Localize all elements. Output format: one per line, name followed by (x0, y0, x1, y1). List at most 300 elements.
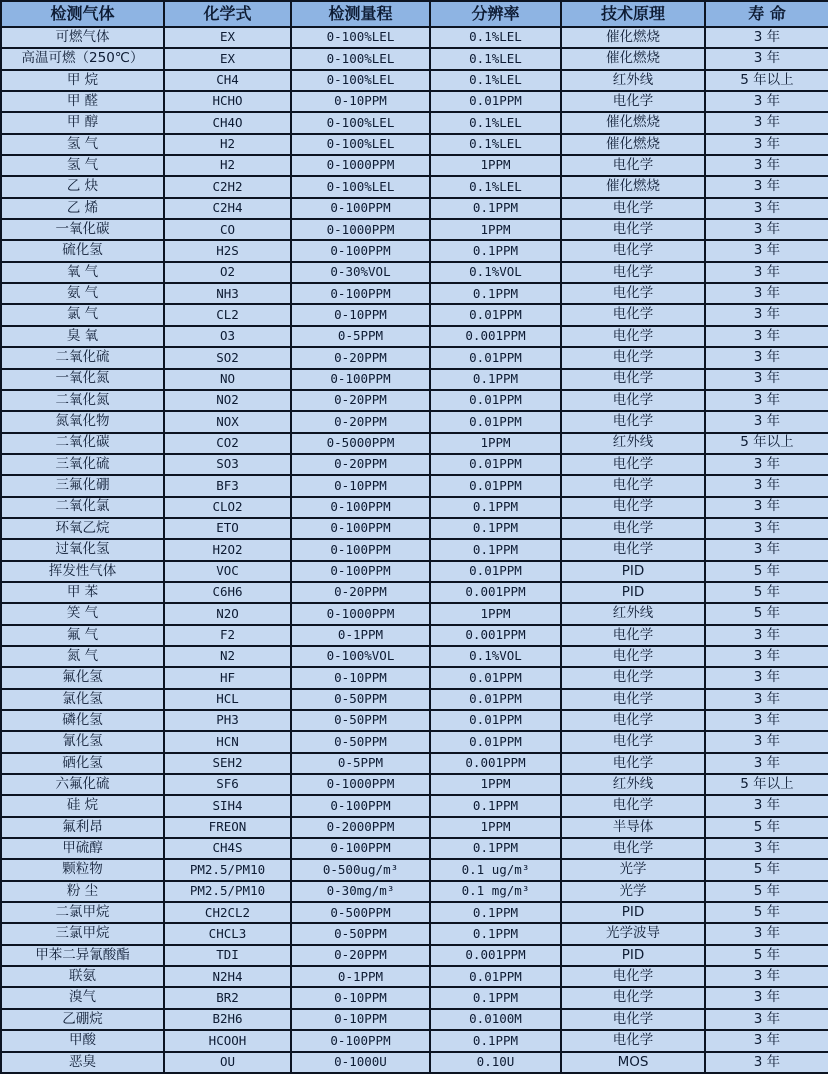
table-cell: 0.1%LEL (430, 70, 561, 91)
table-cell: 电化学 (561, 219, 705, 240)
table-cell: 3 年 (705, 710, 828, 731)
table-cell: 3 年 (705, 283, 828, 304)
table-row (1, 561, 828, 582)
table-cell: 3 年 (705, 347, 828, 368)
table-row (1, 603, 828, 624)
table-cell: 恶臭 (1, 1052, 164, 1074)
table-cell: 硅 烷 (1, 795, 164, 816)
table-row (1, 625, 828, 646)
table-cell: PID (561, 945, 705, 966)
table-cell: 0-30mg/m³ (291, 881, 430, 902)
table-cell: 0.001PPM (430, 582, 561, 603)
table-cell: 0-20PPM (291, 411, 430, 432)
table-cell: 电化学 (561, 390, 705, 411)
table-cell: 0-10PPM (291, 1009, 430, 1030)
table-cell: 0.01PPM (430, 304, 561, 325)
table-cell: 0.1%LEL (430, 134, 561, 155)
table-cell: 0.1%VOL (430, 262, 561, 283)
table-cell: HF (164, 667, 291, 688)
table-cell: 0.1%LEL (430, 27, 561, 48)
table-cell: CO (164, 219, 291, 240)
table-cell: 光学波导 (561, 923, 705, 944)
table-cell: CL2 (164, 304, 291, 325)
table-cell: 0-20PPM (291, 945, 430, 966)
table-cell: 0-50PPM (291, 710, 430, 731)
table-cell: 3 年 (705, 475, 828, 496)
table-cell: CH4S (164, 838, 291, 859)
table-row (1, 689, 828, 710)
table-cell: 5 年 (705, 859, 828, 880)
table-cell: 0-100PPM (291, 240, 430, 261)
table-cell: 0-5000PPM (291, 433, 430, 454)
table-row (1, 795, 828, 816)
table-cell: 0.1%LEL (430, 112, 561, 133)
table-cell: 二氧化碳 (1, 433, 164, 454)
table-cell: MOS (561, 1052, 705, 1074)
table-cell: C6H6 (164, 582, 291, 603)
table-row (1, 1052, 828, 1074)
table-cell: 磷化氢 (1, 710, 164, 731)
table-cell: OU (164, 1052, 291, 1074)
table-cell: NO (164, 369, 291, 390)
table-cell: 0.10U (430, 1052, 561, 1074)
table-cell: 电化学 (561, 667, 705, 688)
table-row (1, 198, 828, 219)
table-cell: 0.01PPM (430, 689, 561, 710)
table-row (1, 539, 828, 560)
table-cell: 0-10PPM (291, 475, 430, 496)
table-row (1, 1009, 828, 1030)
table-row (1, 902, 828, 923)
table-cell: 二氧化氮 (1, 390, 164, 411)
table-row (1, 817, 828, 838)
table-row (1, 710, 828, 731)
table-cell: 3 年 (705, 497, 828, 518)
table-cell: 0.01PPM (430, 91, 561, 112)
table-cell: 电化学 (561, 347, 705, 368)
table-cell: 氢 气 (1, 155, 164, 176)
table-cell: 三氧化硫 (1, 454, 164, 475)
table-cell: NO2 (164, 390, 291, 411)
table-cell: 0-1000PPM (291, 603, 430, 624)
table-cell: 3 年 (705, 1009, 828, 1030)
table-cell: 电化学 (561, 283, 705, 304)
table-cell: 红外线 (561, 70, 705, 91)
table-cell: 电化学 (561, 625, 705, 646)
column-header: 寿 命 (705, 1, 828, 27)
table-cell: 3 年 (705, 1030, 828, 1051)
table-cell: TDI (164, 945, 291, 966)
table-cell: 溴气 (1, 987, 164, 1008)
table-cell: NOX (164, 411, 291, 432)
table-row (1, 923, 828, 944)
table-cell: 0.01PPM (430, 710, 561, 731)
table-cell: 3 年 (705, 48, 828, 69)
table-row (1, 646, 828, 667)
table-cell: 甲硫醇 (1, 838, 164, 859)
table-cell: 5 年以上 (705, 774, 828, 795)
table-cell: FREON (164, 817, 291, 838)
table-cell: 0-100PPM (291, 795, 430, 816)
column-header: 技术原理 (561, 1, 705, 27)
table-row (1, 369, 828, 390)
table-cell: 三氟化硼 (1, 475, 164, 496)
table-cell: PM2.5/PM10 (164, 859, 291, 880)
table-cell: 0.01PPM (430, 347, 561, 368)
table-cell: 催化燃烧 (561, 112, 705, 133)
table-cell: 5 年 (705, 603, 828, 624)
table-cell: 0.0100M (430, 1009, 561, 1030)
table-cell: CH4O (164, 112, 291, 133)
table-cell: H2 (164, 155, 291, 176)
table-cell: 高温可燃（250℃） (1, 48, 164, 69)
table-cell: 0-1000PPM (291, 155, 430, 176)
table-cell: 粉 尘 (1, 881, 164, 902)
table-cell: 0-1000PPM (291, 774, 430, 795)
table-cell: 0-30%VOL (291, 262, 430, 283)
table-cell: 氯 气 (1, 304, 164, 325)
table-cell: 0.1PPM (430, 1030, 561, 1051)
table-cell: 1PPM (430, 155, 561, 176)
table-cell: 0-100PPM (291, 198, 430, 219)
table-cell: 0-100PPM (291, 369, 430, 390)
table-cell: 0.1PPM (430, 923, 561, 944)
table-cell: 电化学 (561, 689, 705, 710)
table-row (1, 518, 828, 539)
table-cell: 环氧乙烷 (1, 518, 164, 539)
table-row (1, 262, 828, 283)
table-cell: 3 年 (705, 795, 828, 816)
table-cell: 0-20PPM (291, 454, 430, 475)
table-cell: 0.1 mg/m³ (430, 881, 561, 902)
table-cell: 催化燃烧 (561, 176, 705, 197)
table-cell: 3 年 (705, 667, 828, 688)
table-cell: 氟 气 (1, 625, 164, 646)
table-cell: 3 年 (705, 27, 828, 48)
table-cell: SEH2 (164, 753, 291, 774)
table-cell: 1PPM (430, 219, 561, 240)
table-cell: 氯化氢 (1, 689, 164, 710)
table-cell: 0.1PPM (430, 987, 561, 1008)
table-row (1, 966, 828, 987)
table-row (1, 881, 828, 902)
table-cell: 0-5PPM (291, 326, 430, 347)
table-cell: 硒化氢 (1, 753, 164, 774)
table-cell: 六氟化硫 (1, 774, 164, 795)
table-cell: 5 年以上 (705, 70, 828, 91)
table-cell: 电化学 (561, 753, 705, 774)
table-cell: 0-20PPM (291, 347, 430, 368)
column-header: 化学式 (164, 1, 291, 27)
table-row (1, 48, 828, 69)
table-cell: 甲酸 (1, 1030, 164, 1051)
table-cell: 臭 氧 (1, 326, 164, 347)
table-cell: 3 年 (705, 987, 828, 1008)
table-cell: 0-50PPM (291, 923, 430, 944)
table-cell: 3 年 (705, 262, 828, 283)
table-cell: 电化学 (561, 1009, 705, 1030)
table-cell: 0-100%VOL (291, 646, 430, 667)
table-cell: 3 年 (705, 454, 828, 475)
table-cell: 3 年 (705, 646, 828, 667)
table-row (1, 304, 828, 325)
table-row (1, 176, 828, 197)
table-cell: 3 年 (705, 966, 828, 987)
table-cell: BR2 (164, 987, 291, 1008)
table-cell: O3 (164, 326, 291, 347)
table-cell: 乙 炔 (1, 176, 164, 197)
table-row (1, 731, 828, 752)
table-cell: PM2.5/PM10 (164, 881, 291, 902)
table-cell: H2O2 (164, 539, 291, 560)
table-cell: 0-10PPM (291, 91, 430, 112)
table-cell: 3 年 (705, 198, 828, 219)
table-cell: 电化学 (561, 262, 705, 283)
table-cell: SO2 (164, 347, 291, 368)
table-cell: 3 年 (705, 112, 828, 133)
table-cell: 3 年 (705, 369, 828, 390)
table-cell: 5 年 (705, 881, 828, 902)
table-cell: 甲 苯 (1, 582, 164, 603)
table-cell: 一氧化氮 (1, 369, 164, 390)
table-cell: 笑 气 (1, 603, 164, 624)
table-cell: 0.001PPM (430, 326, 561, 347)
table-row (1, 240, 828, 261)
table-cell: 0-100PPM (291, 539, 430, 560)
table-cell: 甲 醇 (1, 112, 164, 133)
column-header: 检测气体 (1, 1, 164, 27)
table-cell: 0.1PPM (430, 795, 561, 816)
table-cell: 乙 烯 (1, 198, 164, 219)
table-cell: 电化学 (561, 497, 705, 518)
table-row (1, 987, 828, 1008)
table-cell: 电化学 (561, 304, 705, 325)
table-cell: 电化学 (561, 475, 705, 496)
table-cell: 过氧化氢 (1, 539, 164, 560)
table-row (1, 411, 828, 432)
table-cell: 0.1%LEL (430, 176, 561, 197)
table-cell: 0.01PPM (430, 454, 561, 475)
table-row (1, 155, 828, 176)
table-cell: 0.001PPM (430, 945, 561, 966)
table-cell: 3 年 (705, 753, 828, 774)
table-cell: 电化学 (561, 1030, 705, 1051)
table-cell: 0-5PPM (291, 753, 430, 774)
table-cell: 光学 (561, 859, 705, 880)
column-header: 检测量程 (291, 1, 430, 27)
header-row (1, 1, 828, 27)
table-cell: 颗粒物 (1, 859, 164, 880)
table-row (1, 326, 828, 347)
table-cell: H2 (164, 134, 291, 155)
table-cell: SO3 (164, 454, 291, 475)
table-cell: 3 年 (705, 219, 828, 240)
table-cell: 电化学 (561, 731, 705, 752)
table-cell: PID (561, 561, 705, 582)
table-cell: 3 年 (705, 838, 828, 859)
table-cell: F2 (164, 625, 291, 646)
table-cell: 电化学 (561, 240, 705, 261)
table-cell: H2S (164, 240, 291, 261)
table-row (1, 945, 828, 966)
table-cell: 0.1PPM (430, 497, 561, 518)
table-cell: 半导体 (561, 817, 705, 838)
table-cell: 电化学 (561, 91, 705, 112)
table-cell: 0.01PPM (430, 966, 561, 987)
table-cell: 0-100PPM (291, 518, 430, 539)
table-row (1, 475, 828, 496)
table-cell: 0-100%LEL (291, 27, 430, 48)
table-cell: 0.1 ug/m³ (430, 859, 561, 880)
table-cell: 二氧化硫 (1, 347, 164, 368)
table-cell: 0-100%LEL (291, 112, 430, 133)
table-cell: HCOOH (164, 1030, 291, 1051)
table-cell: HCHO (164, 91, 291, 112)
table-cell: 1PPM (430, 603, 561, 624)
table-cell: 3 年 (705, 923, 828, 944)
table-cell: 0.1%VOL (430, 646, 561, 667)
table-cell: 0.1PPM (430, 198, 561, 219)
table-body (1, 27, 828, 1073)
table-row (1, 582, 828, 603)
table-cell: NH3 (164, 283, 291, 304)
table-row (1, 838, 828, 859)
table-cell: 0.01PPM (430, 411, 561, 432)
table-cell: 0.1PPM (430, 539, 561, 560)
table-cell: 氰化氢 (1, 731, 164, 752)
table-row (1, 134, 828, 155)
table-cell: 0-50PPM (291, 731, 430, 752)
table-cell: C2H2 (164, 176, 291, 197)
table-cell: HCL (164, 689, 291, 710)
table-cell: 3 年 (705, 390, 828, 411)
table-cell: 硫化氢 (1, 240, 164, 261)
table-cell: 0-100%LEL (291, 134, 430, 155)
table-cell: 氮氧化物 (1, 411, 164, 432)
table-cell: 5 年 (705, 902, 828, 923)
table-cell: 甲 烷 (1, 70, 164, 91)
table-cell: 0-100%LEL (291, 70, 430, 91)
table-cell: N2H4 (164, 966, 291, 987)
column-header: 分辨率 (430, 1, 561, 27)
table-cell: PH3 (164, 710, 291, 731)
table-row (1, 27, 828, 48)
table-cell: 电化学 (561, 795, 705, 816)
table-cell: SIH4 (164, 795, 291, 816)
table-row (1, 667, 828, 688)
table-cell: 0-100PPM (291, 838, 430, 859)
table-row (1, 774, 828, 795)
table-cell: N2O (164, 603, 291, 624)
table-row (1, 347, 828, 368)
table-cell: 红外线 (561, 603, 705, 624)
table-cell: EX (164, 27, 291, 48)
table-row (1, 497, 828, 518)
table-cell: 电化学 (561, 155, 705, 176)
table-cell: 0-100PPM (291, 1030, 430, 1051)
table-cell: 0-20PPM (291, 390, 430, 411)
table-cell: 催化燃烧 (561, 27, 705, 48)
table-cell: 催化燃烧 (561, 134, 705, 155)
table-cell: 电化学 (561, 710, 705, 731)
table-cell: 0-100PPM (291, 561, 430, 582)
table-cell: 0-1PPM (291, 625, 430, 646)
table-cell: 光学 (561, 881, 705, 902)
table-cell: 氟利昂 (1, 817, 164, 838)
table-cell: 3 年 (705, 518, 828, 539)
table-cell: 0.1%LEL (430, 48, 561, 69)
table-cell: 5 年以上 (705, 433, 828, 454)
table-cell: 二氧化氯 (1, 497, 164, 518)
table-cell: CH4 (164, 70, 291, 91)
table-cell: PID (561, 902, 705, 923)
table-cell: 0-100%LEL (291, 176, 430, 197)
table-cell: 1PPM (430, 774, 561, 795)
table-cell: 0-10PPM (291, 304, 430, 325)
table-cell: 5 年 (705, 582, 828, 603)
table-cell: 3 年 (705, 731, 828, 752)
table-cell: CH2CL2 (164, 902, 291, 923)
table-cell: 0.01PPM (430, 475, 561, 496)
table-cell: 0-100%LEL (291, 48, 430, 69)
table-cell: 电化学 (561, 987, 705, 1008)
table-cell: 氟化氢 (1, 667, 164, 688)
table-cell: 5 年 (705, 945, 828, 966)
table-cell: 0.1PPM (430, 240, 561, 261)
table-cell: 0-500ug/m³ (291, 859, 430, 880)
table-cell: 0-10PPM (291, 987, 430, 1008)
table-cell: 电化学 (561, 454, 705, 475)
table-cell: 5 年 (705, 561, 828, 582)
table-cell: 3 年 (705, 689, 828, 710)
table-cell: 电化学 (561, 966, 705, 987)
table-cell: 0.01PPM (430, 561, 561, 582)
table-cell: 电化学 (561, 411, 705, 432)
table-cell: 0-10PPM (291, 667, 430, 688)
table-cell: 红外线 (561, 433, 705, 454)
table-cell: 0-1000U (291, 1052, 430, 1074)
table-cell: BF3 (164, 475, 291, 496)
table-cell: 0.001PPM (430, 753, 561, 774)
table-cell: 甲 醛 (1, 91, 164, 112)
table-cell: 联氨 (1, 966, 164, 987)
table-cell: B2H6 (164, 1009, 291, 1030)
table-cell: 一氧化碳 (1, 219, 164, 240)
table-cell: 电化学 (561, 198, 705, 219)
table-cell: 甲苯二异氰酸酯 (1, 945, 164, 966)
table-cell: VOC (164, 561, 291, 582)
table-cell: 电化学 (561, 838, 705, 859)
table-cell: 3 年 (705, 304, 828, 325)
table-cell: 3 年 (705, 134, 828, 155)
table-cell: 电化学 (561, 646, 705, 667)
table-row (1, 753, 828, 774)
table-cell: 0-100PPM (291, 283, 430, 304)
table-cell: 0-1PPM (291, 966, 430, 987)
table-cell: 氢 气 (1, 134, 164, 155)
table-cell: 电化学 (561, 369, 705, 390)
table-cell: 0-20PPM (291, 582, 430, 603)
table-cell: 0-100PPM (291, 497, 430, 518)
table-row (1, 454, 828, 475)
table-row (1, 91, 828, 112)
table-cell: PID (561, 582, 705, 603)
table-cell: 乙硼烷 (1, 1009, 164, 1030)
table-cell: 挥发性气体 (1, 561, 164, 582)
table-cell: 1PPM (430, 817, 561, 838)
table-row (1, 70, 828, 91)
table-cell: 0.1PPM (430, 369, 561, 390)
